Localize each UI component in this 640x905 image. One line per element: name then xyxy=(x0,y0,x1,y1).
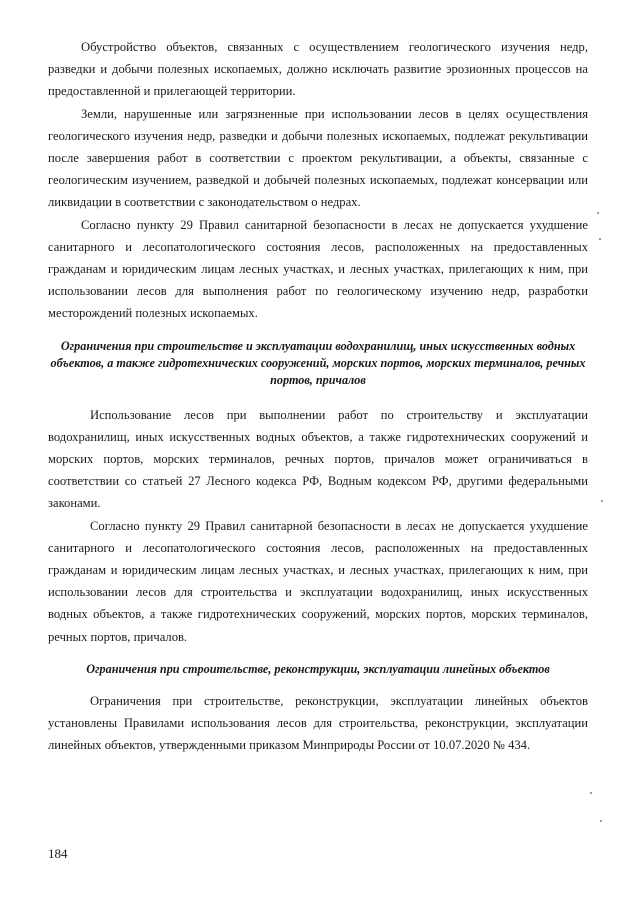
paragraph-ground-arrangement: Обустройство объектов, связанных с осуществлением геологического изучения недр, разведки и добычи полезных ископаемых, должно исключать развитие эрозионных процессов на предоставленной и прилегающей территории. xyxy=(48,40,588,99)
section-heading-reservoirs: Ограничения при строительстве и эксплуатации водохранилищ, иных искусственных водных объектов, а также гидротехнических сооружений, морских портов, морских терминалов, речных портов, причалов xyxy=(50,338,586,387)
page-body xyxy=(48,36,588,756)
paragraph-linear-objects: Ограничения при строительстве, реконструкции, эксплуатации линейных объектов установлены Правилами использования лесов для строительства, реконструкции, эксплуатации линейных объектов, утвержденными приказом Минприроды России от 10.07.2020 № 434. xyxy=(48,693,588,753)
section-heading-linear-objects: Ограничения при строительстве, реконструкции, эксплуатации линейных объектов xyxy=(86,661,550,676)
scan-speck xyxy=(601,500,603,502)
paragraph-reservoirs-usage: Использование лесов при выполнении работ по строительству и эксплуатации водохранилищ, иных искусственных водных объектов, а также гидротехнических сооружений и морских портов, морских терминалов, речных портов, причалов может ограничиваться в соответствии со статьей 27 Лесного кодекса РФ, Водным кодексом РФ, другими федеральными законами. xyxy=(48,407,588,511)
scan-speck xyxy=(599,238,601,240)
paragraph-sanitary-rules-geology: Согласно пункту 29 Правил санитарной безопасности в лесах не допускается ухудшение санитарного и лесопатологического состояния лесов, расположенных на предоставленных гражданам и юридическим лицам лесных участках, и лесных участках, прилегающих к ним, при использовании лесов для выполнения работ по геологическому изучению недр, разработки месторождений полезных ископаемых. xyxy=(48,217,588,321)
paragraph-sanitary-rules-reservoirs: Согласно пункту 29 Правил санитарной безопасности в лесах не допускается ухудшение санитарного и лесопатологического состояния лесов, расположенных на предоставленных гражданам и юридическим лицам лесных участках, и лесных участках, прилегающих к ним, при использовании лесов для строительства и эксплуатации водохранилищ, иных искусственных водных объектов, а также гидротехнических сооружений, морских портов, морских терминалов, речных портов, причалов. xyxy=(48,518,588,644)
scan-speck xyxy=(590,792,592,794)
paragraph-land-recultivation: Земли, нарушенные или загрязненные при использовании лесов в целях осуществления геологического изучения недр, разведки и добычи полезных ископаемых, подлежат рекультивации после завершения работ в соответствии с проектом рекультивации, а объекты, связанные с геологическим изучением, разведкой и добычей полезных ископаемых, подлежат консервации или ликвидации в соответствии с законодательством о недрах. xyxy=(48,106,588,210)
scan-speck xyxy=(597,212,599,214)
scan-speck xyxy=(600,820,602,822)
page-number: 184 xyxy=(48,846,68,861)
